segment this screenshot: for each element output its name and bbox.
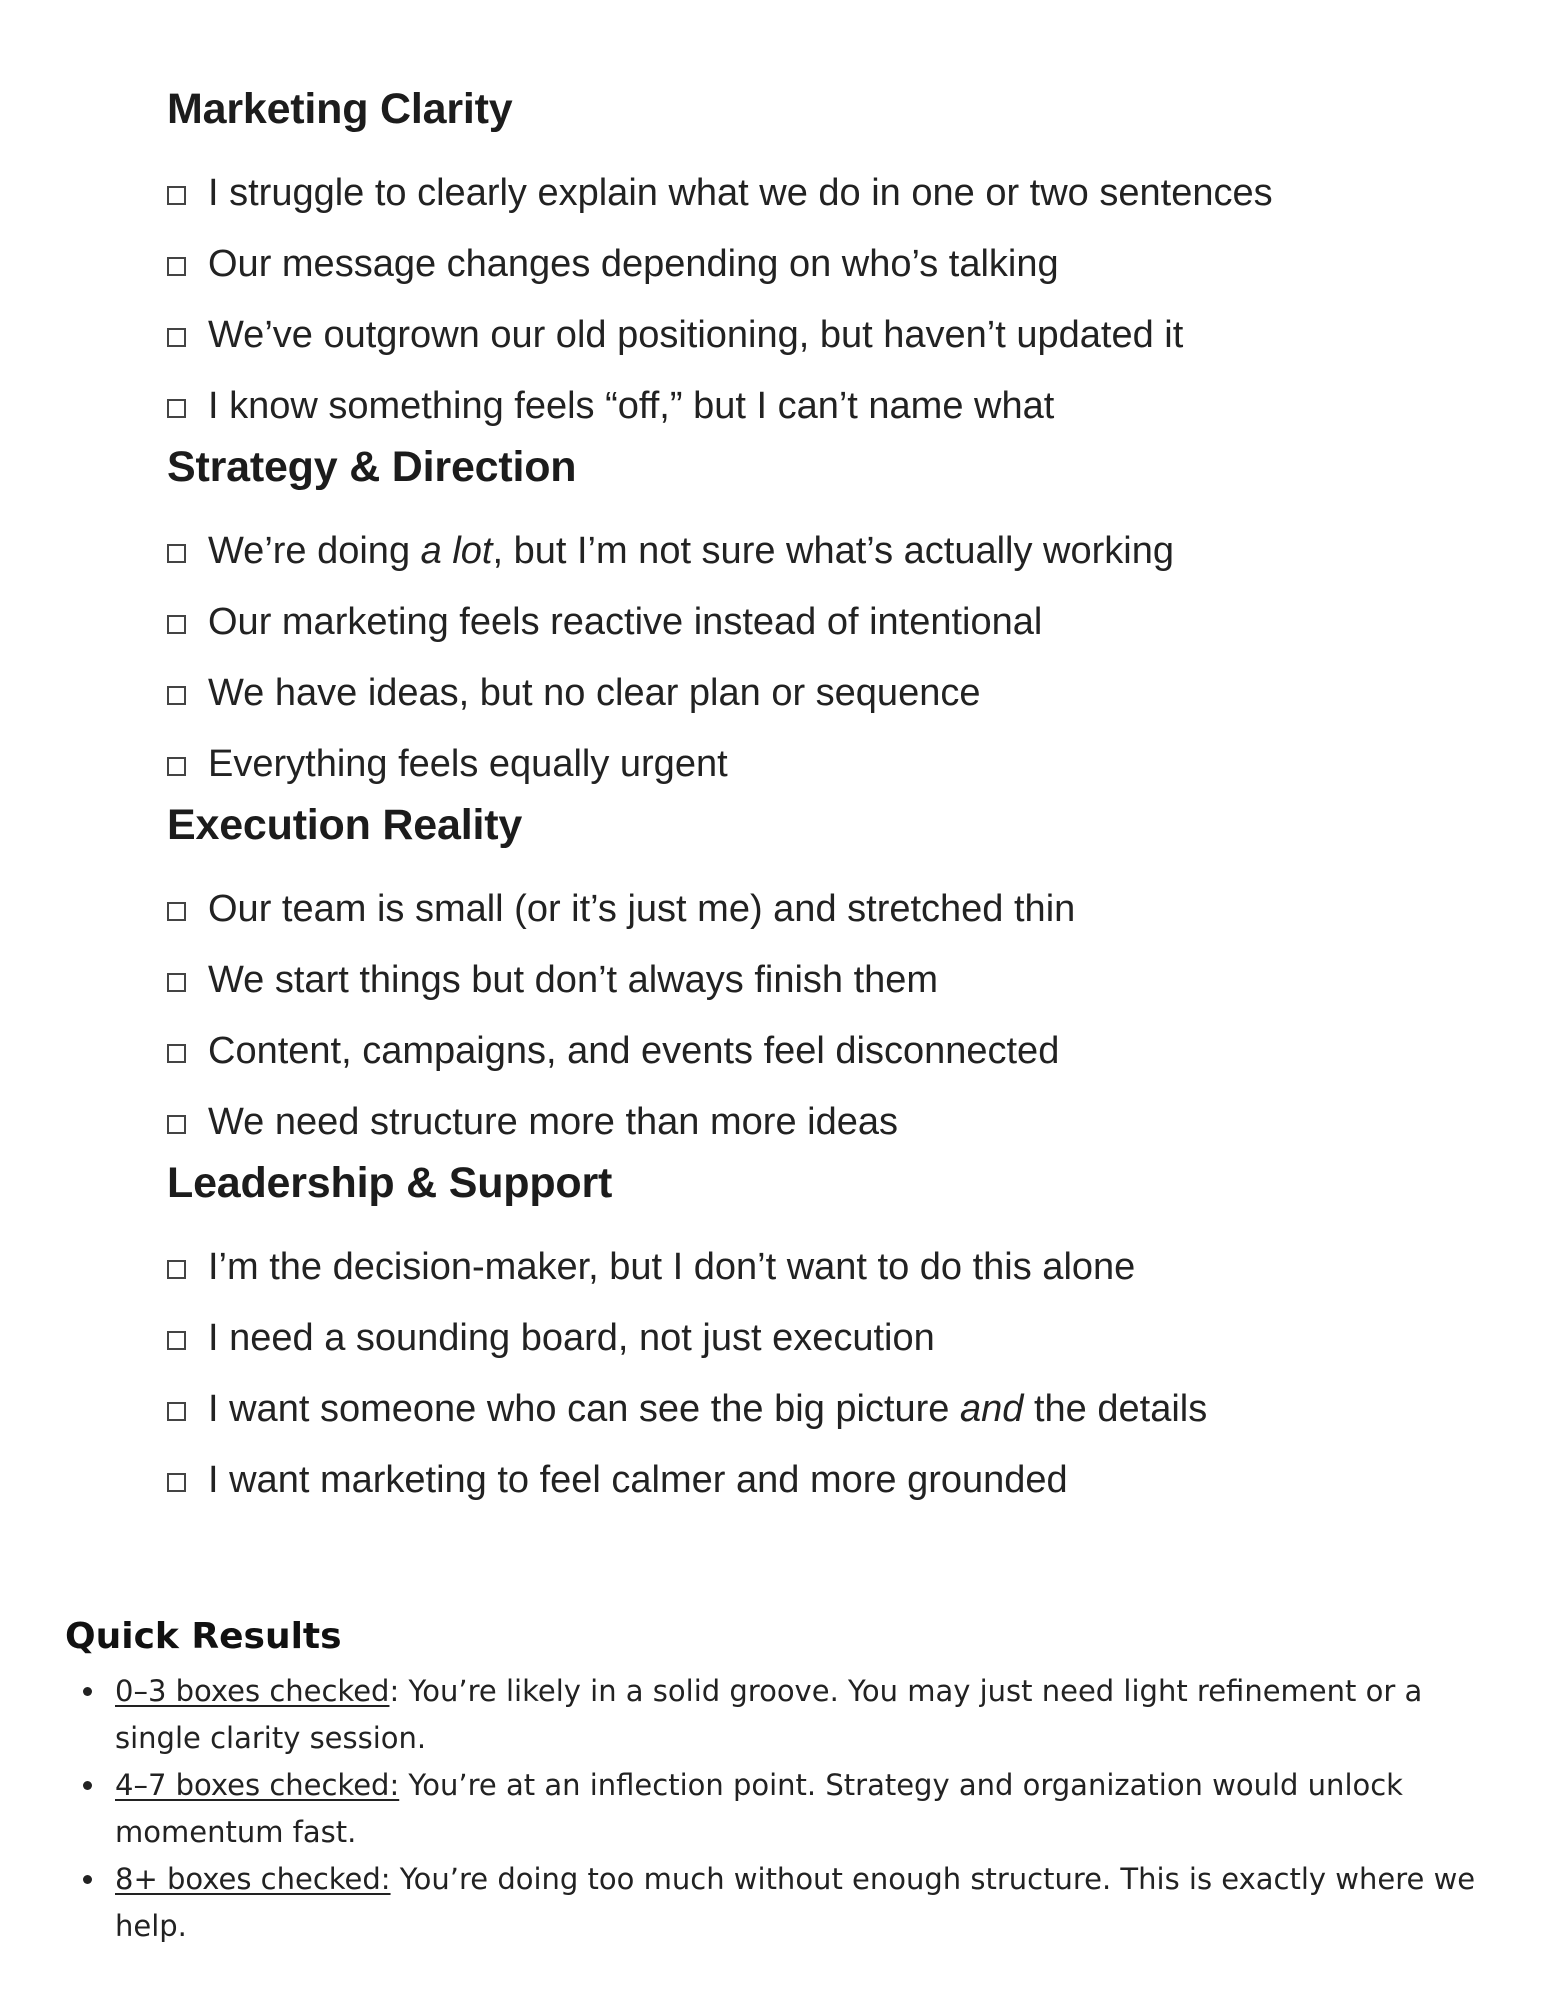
results-list [65,1668,1485,1950]
checklist-item[interactable] [167,658,1467,729]
checkbox-icon[interactable] [167,973,186,992]
checklist-items [167,516,1467,800]
checklist-item[interactable] [167,1374,1467,1445]
checklist-item-text: I struggle to clearly explain what we do in one or two sentences [208,172,1273,214]
checklist-item-text: I want marketing to feel calmer and more grounded [208,1459,1068,1501]
checklist-item[interactable] [167,516,1467,587]
section-title: Marketing Clarity [167,85,513,133]
section-title: Leadership & Support [167,1159,613,1207]
checkbox-icon[interactable] [167,399,186,418]
result-label: 4–7 boxes checked: [115,1768,400,1802]
checklist-item[interactable] [167,1087,1467,1158]
checkbox-icon[interactable] [167,1044,186,1063]
checklist-item[interactable] [167,945,1467,1016]
section-title: Strategy & Direction [167,443,577,491]
checklist-items [167,874,1467,1158]
result-item [115,1856,1485,1950]
section-title: Execution Reality [167,801,523,849]
result-item [115,1762,1485,1856]
checkbox-icon[interactable] [167,1331,186,1350]
checklist-item-text: Our team is small (or it’s just me) and stretched thin [208,888,1076,930]
checklist-item[interactable] [167,300,1467,371]
checklist-item-text: We need structure more than more ideas [208,1101,898,1143]
checklist-items [167,1232,1467,1516]
checklist-item-text: Our marketing feels reactive instead of intentional [208,601,1043,643]
checklist-item-text: We’ve outgrown our old positioning, but haven’t updated it [208,314,1184,356]
checklist-item-text: We have ideas, but no clear plan or sequence [208,672,981,714]
quick-results [65,1612,1485,1950]
bullet-icon [83,1875,92,1884]
checklist [167,78,1467,1516]
result-label: 0–3 boxes checked [115,1674,390,1708]
checklist-item[interactable] [167,158,1467,229]
checklist-item[interactable] [167,874,1467,945]
checklist-item[interactable] [167,371,1467,442]
checklist-item[interactable] [167,1303,1467,1374]
checklist-items [167,158,1467,442]
checklist-item[interactable] [167,587,1467,658]
checklist-item[interactable] [167,1232,1467,1303]
bullet-icon [83,1781,92,1790]
checklist-item-text: I want someone who can see the big picture and the details [208,1388,1208,1430]
checkbox-icon[interactable] [167,686,186,705]
result-label: 8+ boxes checked: [115,1862,391,1896]
checkbox-icon[interactable] [167,902,186,921]
checkbox-icon[interactable] [167,328,186,347]
result-text: : You’re likely in a solid groove. You may just need light refinement or a single clarity session. [115,1674,1423,1755]
checklist-item[interactable] [167,729,1467,800]
checklist-item[interactable] [167,1445,1467,1516]
checkbox-icon[interactable] [167,757,186,776]
checkbox-icon[interactable] [167,544,186,563]
checklist-item-text: We start things but don’t always finish them [208,959,939,1001]
section-execution-reality [167,794,1467,1158]
section-leadership-support [167,1152,1467,1516]
checklist-item[interactable] [167,1016,1467,1087]
checkbox-icon[interactable] [167,1260,186,1279]
checklist-item-text: Content, campaigns, and events feel disconnected [208,1030,1060,1072]
result-item [115,1668,1485,1762]
checkbox-icon[interactable] [167,1402,186,1421]
checklist-item-text: I need a sounding board, not just execution [208,1317,935,1359]
checklist-item-text: I know something feels “off,” but I can’t name what [208,385,1055,427]
checklist-item-text: Everything feels equally urgent [208,743,728,785]
checkbox-icon[interactable] [167,1473,186,1492]
results-title: Quick Results [65,1616,342,1657]
bullet-icon [83,1687,92,1696]
checkbox-icon[interactable] [167,1115,186,1134]
checklist-item[interactable] [167,229,1467,300]
checklist-item-text: We’re doing a lot, but I’m not sure what’s actually working [208,530,1174,572]
checklist-item-text: Our message changes depending on who’s talking [208,243,1059,285]
result-text: You’re at an inflection point. Strategy and organization would unlock momentum fast. [115,1768,1403,1849]
section-strategy-direction [167,436,1467,800]
checklist-item-text: I’m the decision-maker, but I don’t want to do this alone [208,1246,1136,1288]
result-text: You’re doing too much without enough structure. This is exactly where we help. [115,1862,1476,1943]
checkbox-icon[interactable] [167,257,186,276]
checkbox-icon[interactable] [167,186,186,205]
checkbox-icon[interactable] [167,615,186,634]
section-marketing-clarity [167,78,1467,442]
